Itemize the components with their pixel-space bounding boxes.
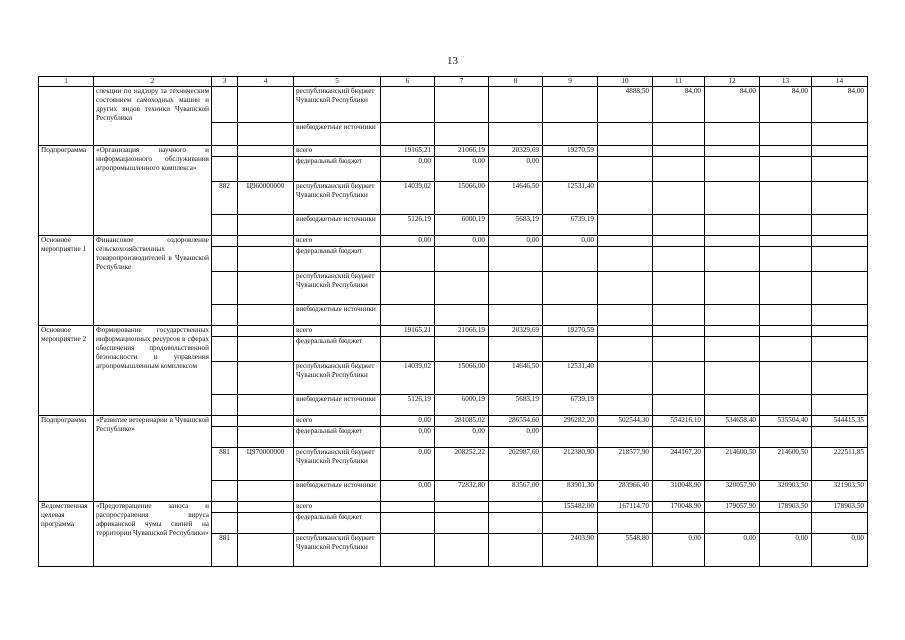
value-cell: 15066,00	[435, 362, 489, 395]
header-cell: 1	[39, 77, 94, 87]
value-cell	[598, 236, 653, 247]
value-cell	[381, 534, 435, 567]
program-type-cell: Подпрограмма	[39, 146, 94, 236]
value-cell: 5683,19	[489, 215, 543, 236]
target-code-cell: Ц970000000	[238, 448, 294, 481]
value-cell: 222511,85	[812, 448, 868, 481]
value-cell: 502544,30	[598, 416, 653, 427]
table-row	[39, 326, 868, 337]
value-cell	[760, 247, 812, 272]
value-cell	[812, 247, 868, 272]
target-code-cell	[238, 395, 294, 416]
value-cell	[760, 236, 812, 247]
value-cell	[381, 272, 435, 305]
value-cell	[653, 272, 705, 305]
target-code-cell	[238, 157, 294, 182]
admin-code-cell	[212, 87, 238, 123]
value-cell: 0,00	[381, 236, 435, 247]
value-cell	[705, 146, 760, 157]
value-cell	[543, 513, 598, 534]
value-cell	[812, 337, 868, 362]
value-cell: 5126,19	[381, 395, 435, 416]
value-cell	[489, 502, 543, 513]
program-name-cell: Формирование государственных информационных ресурсов в сферах обеспечения продовольственной безопасности и управления агропромышленным комплексом	[94, 326, 212, 416]
value-cell	[705, 157, 760, 182]
admin-code-cell: 882	[212, 182, 238, 215]
value-cell	[760, 427, 812, 448]
admin-code-cell	[212, 236, 238, 247]
value-cell	[812, 182, 868, 215]
program-type-cell: Основное мероприятие 1	[39, 236, 94, 326]
value-cell	[598, 215, 653, 236]
value-cell	[653, 123, 705, 146]
value-cell: 12531,40	[543, 182, 598, 215]
value-cell	[598, 146, 653, 157]
value-cell: 19270,59	[543, 326, 598, 337]
value-cell	[812, 513, 868, 534]
header-row	[39, 77, 868, 87]
value-cell	[381, 337, 435, 362]
admin-code-cell	[212, 272, 238, 305]
value-cell	[653, 427, 705, 448]
value-cell: 0,00	[435, 157, 489, 182]
value-cell	[760, 182, 812, 215]
value-cell	[653, 337, 705, 362]
funding-source-cell: внебюджетные источники	[294, 395, 381, 416]
header-cell: 4	[238, 77, 294, 87]
value-cell: 0,00	[381, 157, 435, 182]
value-cell: 2403,90	[543, 534, 598, 567]
value-cell	[812, 305, 868, 326]
admin-code-cell: 881	[212, 534, 238, 567]
program-name-cell: «Организация научного и информационного обслуживания агропромышленного комплекса»	[94, 146, 212, 236]
admin-code-cell	[212, 502, 238, 513]
value-cell: 6000,19	[435, 395, 489, 416]
value-cell: 310048,90	[653, 481, 705, 502]
value-cell: 83567,00	[489, 481, 543, 502]
value-cell: 0,00	[381, 448, 435, 481]
header-cell: 10	[598, 77, 653, 87]
value-cell: 0,00	[381, 427, 435, 448]
target-code-cell: Ц960000000	[238, 182, 294, 215]
header-cell: 7	[435, 77, 489, 87]
value-cell	[543, 427, 598, 448]
funding-source-cell: республиканский бюджет Чувашской Республики	[294, 87, 381, 123]
value-cell	[489, 272, 543, 305]
value-cell	[598, 395, 653, 416]
value-cell	[653, 247, 705, 272]
value-cell	[812, 427, 868, 448]
value-cell	[598, 247, 653, 272]
value-cell	[760, 157, 812, 182]
target-code-cell	[238, 534, 294, 567]
program-type-cell: Основное мероприятие 2	[39, 326, 94, 416]
value-cell: 14646,50	[489, 182, 543, 215]
value-cell	[705, 236, 760, 247]
value-cell	[598, 513, 653, 534]
value-cell: 0,00	[812, 534, 868, 567]
value-cell	[653, 236, 705, 247]
program-name-cell: «Развитие ветеринарии в Чувашской Республике»	[94, 416, 212, 502]
value-cell	[812, 362, 868, 395]
value-cell	[705, 427, 760, 448]
value-cell: 84,00	[812, 87, 868, 123]
target-code-cell	[238, 416, 294, 427]
target-code-cell	[238, 481, 294, 502]
value-cell	[435, 305, 489, 326]
value-cell	[653, 305, 705, 326]
admin-code-cell	[212, 337, 238, 362]
target-code-cell	[238, 513, 294, 534]
table-row	[39, 502, 868, 513]
value-cell: 320903,50	[760, 481, 812, 502]
value-cell: 19270,59	[543, 146, 598, 157]
value-cell: 19165,21	[381, 146, 435, 157]
value-cell: 72832,80	[435, 481, 489, 502]
header-cell: 8	[489, 77, 543, 87]
admin-code-cell	[212, 157, 238, 182]
funding-source-cell: федеральный бюджет	[294, 513, 381, 534]
funding-source-cell: республиканский бюджет Чувашской Республики	[294, 362, 381, 395]
target-code-cell	[238, 247, 294, 272]
value-cell: 218577,90	[598, 448, 653, 481]
value-cell: 6000,19	[435, 215, 489, 236]
value-cell: 6739,19	[543, 215, 598, 236]
program-name-cell: спекции по надзору за техническим состоянием самоходных машин и других видов техники Чувашской Республики	[94, 87, 212, 146]
value-cell	[812, 326, 868, 337]
admin-code-cell	[212, 146, 238, 157]
value-cell	[435, 123, 489, 146]
target-code-cell	[238, 123, 294, 146]
value-cell	[543, 87, 598, 123]
page-number: 13	[447, 55, 458, 67]
value-cell	[653, 157, 705, 182]
funding-source-cell: федеральный бюджет	[294, 157, 381, 182]
value-cell: 535504,40	[760, 416, 812, 427]
value-cell	[598, 157, 653, 182]
admin-code-cell	[212, 513, 238, 534]
value-cell	[705, 395, 760, 416]
value-cell: 321903,50	[812, 481, 868, 502]
header-cell: 3	[212, 77, 238, 87]
value-cell: 554216,10	[653, 416, 705, 427]
value-cell	[812, 236, 868, 247]
value-cell: 0,00	[489, 427, 543, 448]
value-cell: 281085,02	[435, 416, 489, 427]
value-cell	[705, 305, 760, 326]
value-cell	[381, 123, 435, 146]
value-cell: 202987,60	[489, 448, 543, 481]
funding-source-cell: всего	[294, 146, 381, 157]
funding-source-cell: республиканский бюджет Чувашской Республики	[294, 272, 381, 305]
target-code-cell	[238, 272, 294, 305]
value-cell	[381, 502, 435, 513]
value-cell	[381, 305, 435, 326]
value-cell	[760, 362, 812, 395]
value-cell: 178903,50	[760, 502, 812, 513]
header-cell: 2	[94, 77, 212, 87]
funding-source-cell: республиканский бюджет Чувашской Республики	[294, 534, 381, 567]
value-cell	[705, 272, 760, 305]
value-cell	[435, 87, 489, 123]
value-cell: 84,00	[760, 87, 812, 123]
funding-source-cell: всего	[294, 416, 381, 427]
admin-code-cell	[212, 362, 238, 395]
value-cell: 14039,02	[381, 182, 435, 215]
value-cell	[435, 272, 489, 305]
value-cell	[543, 305, 598, 326]
value-cell	[598, 362, 653, 395]
value-cell	[653, 513, 705, 534]
value-cell: 544415,35	[812, 416, 868, 427]
target-code-cell	[238, 87, 294, 123]
funding-source-cell: внебюджетные источники	[294, 215, 381, 236]
value-cell: 83901,30	[543, 481, 598, 502]
value-cell: 320057,90	[705, 481, 760, 502]
admin-code-cell: 881	[212, 448, 238, 481]
value-cell: 84,00	[705, 87, 760, 123]
program-name-cell: Финансовое оздоровление сельскохозяйственных товаропроизводителей в Чувашской Республике	[94, 236, 212, 326]
value-cell: 20329,69	[489, 146, 543, 157]
value-cell: 0,00	[435, 236, 489, 247]
target-code-cell	[238, 362, 294, 395]
funding-source-cell: федеральный бюджет	[294, 427, 381, 448]
value-cell	[381, 247, 435, 272]
value-cell	[653, 326, 705, 337]
value-cell: 214600,50	[705, 448, 760, 481]
table-row	[39, 146, 868, 157]
value-cell: 0,00	[653, 534, 705, 567]
header-cell: 12	[705, 77, 760, 87]
value-cell	[543, 123, 598, 146]
value-cell	[653, 362, 705, 395]
value-cell: 0,00	[489, 157, 543, 182]
value-cell	[705, 123, 760, 146]
value-cell	[760, 513, 812, 534]
value-cell	[598, 123, 653, 146]
value-cell: 214600,50	[760, 448, 812, 481]
funding-source-cell: всего	[294, 236, 381, 247]
admin-code-cell	[212, 305, 238, 326]
value-cell	[598, 326, 653, 337]
value-cell: 20329,69	[489, 326, 543, 337]
target-code-cell	[238, 215, 294, 236]
value-cell	[435, 534, 489, 567]
admin-code-cell	[212, 481, 238, 502]
value-cell	[705, 215, 760, 236]
admin-code-cell	[212, 215, 238, 236]
value-cell: 0,00	[381, 416, 435, 427]
value-cell	[760, 395, 812, 416]
target-code-cell	[238, 502, 294, 513]
funding-source-cell: внебюджетные источники	[294, 481, 381, 502]
value-cell	[435, 247, 489, 272]
funding-source-cell: всего	[294, 502, 381, 513]
value-cell: 21066,19	[435, 146, 489, 157]
value-cell: 4888,50	[598, 87, 653, 123]
value-cell	[760, 337, 812, 362]
value-cell: 0,00	[381, 481, 435, 502]
funding-source-cell: внебюджетные источники	[294, 123, 381, 146]
value-cell	[435, 502, 489, 513]
value-cell	[760, 272, 812, 305]
header-cell: 5	[294, 77, 381, 87]
value-cell	[543, 337, 598, 362]
value-cell: 244167,20	[653, 448, 705, 481]
header-cell: 13	[760, 77, 812, 87]
admin-code-cell	[212, 247, 238, 272]
funding-source-cell: федеральный бюджет	[294, 337, 381, 362]
value-cell: 178903,50	[812, 502, 868, 513]
value-cell	[489, 123, 543, 146]
value-cell	[705, 182, 760, 215]
target-code-cell	[238, 146, 294, 157]
value-cell	[812, 146, 868, 157]
header-cell: 9	[543, 77, 598, 87]
program-type-cell: Ведомственная целевая программа	[39, 502, 94, 567]
value-cell	[653, 146, 705, 157]
value-cell: 5683,19	[489, 395, 543, 416]
header-cell: 6	[381, 77, 435, 87]
budget-table	[38, 76, 868, 567]
admin-code-cell	[212, 427, 238, 448]
value-cell: 0,00	[705, 534, 760, 567]
value-cell: 12531,40	[543, 362, 598, 395]
value-cell	[489, 305, 543, 326]
value-cell	[812, 272, 868, 305]
value-cell	[812, 395, 868, 416]
value-cell: 155482,00	[543, 502, 598, 513]
value-cell	[760, 305, 812, 326]
funding-source-cell: внебюджетные источники	[294, 305, 381, 326]
value-cell	[705, 513, 760, 534]
value-cell	[489, 513, 543, 534]
value-cell: 179057,90	[705, 502, 760, 513]
value-cell	[705, 247, 760, 272]
value-cell	[653, 395, 705, 416]
target-code-cell	[238, 427, 294, 448]
value-cell: 6739,19	[543, 395, 598, 416]
value-cell: 283966,40	[598, 481, 653, 502]
value-cell: 0,00	[543, 236, 598, 247]
value-cell: 0,00	[435, 427, 489, 448]
admin-code-cell	[212, 395, 238, 416]
value-cell	[489, 247, 543, 272]
value-cell	[760, 326, 812, 337]
table-row	[39, 416, 868, 427]
value-cell: 15066,00	[435, 182, 489, 215]
value-cell	[812, 215, 868, 236]
value-cell	[705, 326, 760, 337]
target-code-cell	[238, 337, 294, 362]
value-cell	[598, 305, 653, 326]
funding-source-cell: республиканский бюджет Чувашской Республики	[294, 182, 381, 215]
value-cell	[760, 146, 812, 157]
table-row	[39, 87, 868, 123]
value-cell: 534658,40	[705, 416, 760, 427]
value-cell: 212380,90	[543, 448, 598, 481]
header-cell: 11	[653, 77, 705, 87]
value-cell: 296282,20	[543, 416, 598, 427]
value-cell: 5548,80	[598, 534, 653, 567]
value-cell	[543, 157, 598, 182]
target-code-cell	[238, 236, 294, 247]
value-cell	[489, 337, 543, 362]
value-cell: 14039,02	[381, 362, 435, 395]
program-type-cell	[39, 87, 94, 146]
value-cell: 0,00	[760, 534, 812, 567]
value-cell	[435, 513, 489, 534]
value-cell: 208252,22	[435, 448, 489, 481]
table-row	[39, 236, 868, 247]
value-cell	[760, 215, 812, 236]
value-cell	[598, 427, 653, 448]
value-cell: 84,00	[653, 87, 705, 123]
target-code-cell	[238, 326, 294, 337]
value-cell: 19165,21	[381, 326, 435, 337]
value-cell: 21066,19	[435, 326, 489, 337]
target-code-cell	[238, 305, 294, 326]
header-cell: 14	[812, 77, 868, 87]
value-cell	[705, 337, 760, 362]
value-cell	[812, 157, 868, 182]
admin-code-cell	[212, 123, 238, 146]
value-cell	[653, 215, 705, 236]
program-name-cell: «Предотвращение заноса и распространения вируса африканской чумы свиней на территории Чувашской Республики»	[94, 502, 212, 567]
program-type-cell: Подпрограмма	[39, 416, 94, 502]
value-cell	[489, 87, 543, 123]
value-cell	[760, 123, 812, 146]
value-cell	[489, 534, 543, 567]
value-cell	[543, 247, 598, 272]
value-cell	[598, 337, 653, 362]
value-cell: 170048,90	[653, 502, 705, 513]
funding-source-cell: федеральный бюджет	[294, 247, 381, 272]
value-cell	[435, 337, 489, 362]
value-cell: 167114,70	[598, 502, 653, 513]
value-cell	[598, 272, 653, 305]
value-cell: 14646,50	[489, 362, 543, 395]
admin-code-cell	[212, 416, 238, 427]
value-cell	[705, 362, 760, 395]
value-cell: 0,00	[489, 236, 543, 247]
value-cell	[812, 123, 868, 146]
value-cell	[653, 182, 705, 215]
value-cell	[381, 513, 435, 534]
funding-source-cell: республиканский бюджет Чувашской Республики	[294, 448, 381, 481]
value-cell	[543, 272, 598, 305]
value-cell	[598, 182, 653, 215]
value-cell: 5126,19	[381, 215, 435, 236]
admin-code-cell	[212, 326, 238, 337]
value-cell	[381, 87, 435, 123]
value-cell: 286554,60	[489, 416, 543, 427]
funding-source-cell: всего	[294, 326, 381, 337]
